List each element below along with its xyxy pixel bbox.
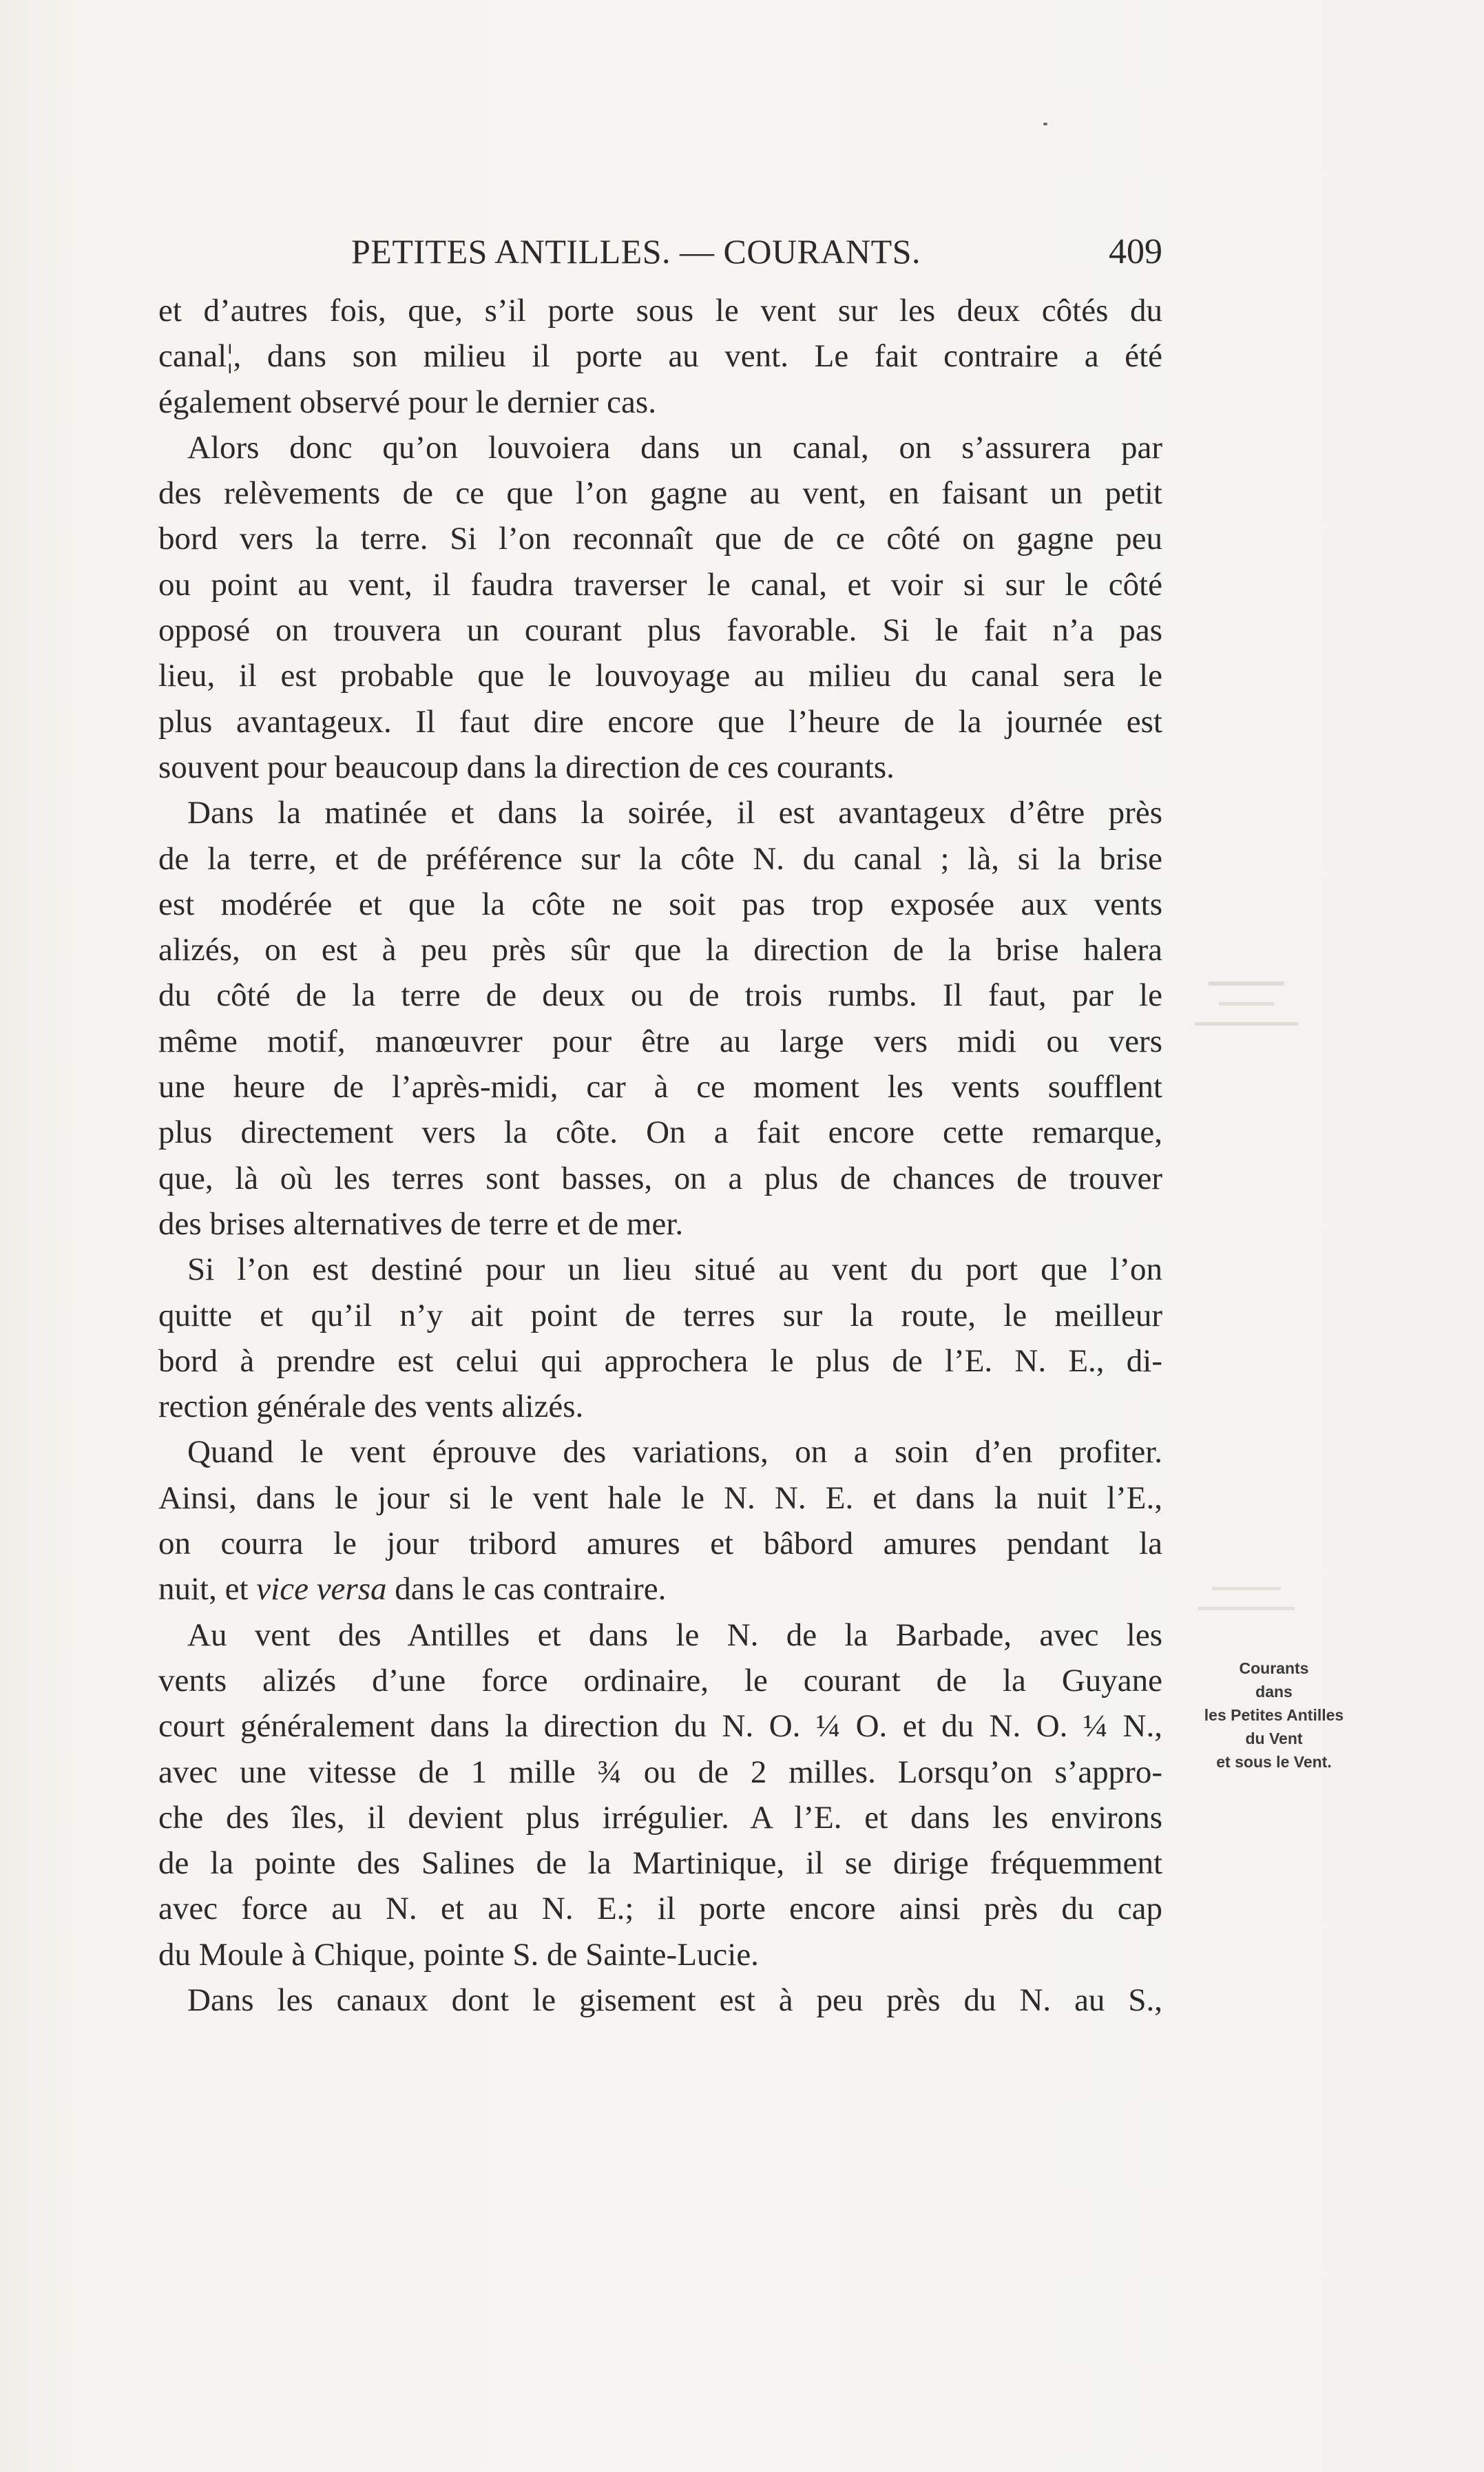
- text-line: une heure de l’après-midi, car à ce moment les vents soufflent: [158, 1069, 1162, 1105]
- margin-note: [1171, 1656, 1377, 1774]
- text-line: avec une vitesse de 1 mille ¾ ou de 2 milles. Lorsqu’on s’appro-: [158, 1754, 1162, 1790]
- text-line: Dans la matinée et dans la soirée, il est avantageux d’être près: [187, 795, 1162, 831]
- italic-phrase: vice versa: [256, 1571, 387, 1608]
- text-line: [158, 1566, 1162, 1612]
- text-line: même motif, manœuvrer pour être au large vers midi ou vers: [158, 1023, 1162, 1059]
- margin-note-line: du Vent: [1245, 1730, 1303, 1747]
- text-line: alizés, on est à peu près sûr que la direction de la brise halera: [158, 932, 1162, 968]
- text-line: rection générale des vents alizés.: [158, 1389, 584, 1425]
- text-line: que, là où les terres sont basses, on a plus de chances de trouver: [158, 1160, 1162, 1196]
- running-title: PETITES ANTILLES. — COURANTS.: [351, 232, 921, 271]
- text-line: canal¦, dans son milieu il porte au vent. Le fait contraire a été: [158, 338, 1162, 375]
- text-line: plus avantageux. Il faut dire encore que l’heure de la journée est: [158, 703, 1162, 740]
- text-line: Ainsi, dans le jour si le vent hale le N. N. E. et dans la nuit l’E.,: [158, 1479, 1162, 1516]
- text-line: et d’autres fois, que, s’il porte sous le vent sur les deux côtés du: [158, 293, 1162, 329]
- text-line: lieu, il est probable que le louvoyage au milieu du canal sera le: [158, 658, 1162, 694]
- text-line: ou point au vent, il faudra traverser le canal, et voir si sur le côté: [158, 566, 1162, 603]
- text-line: Au vent des Antilles et dans le N. de la Barbade, avec les: [187, 1617, 1162, 1653]
- text-line: court généralement dans la direction du N. O. ¼ O. et du N. O. ¼ N.,: [158, 1708, 1162, 1745]
- text-line: de la terre, et de préférence sur la côte N. du canal ; là, si la brise: [158, 840, 1162, 877]
- text-line-head: nuit, et: [158, 1571, 257, 1608]
- text-line: de la pointe des Salines de la Martinique, il se dirige fréquemment: [158, 1845, 1162, 1882]
- text-line-tail: dans le cas contraire.: [386, 1571, 667, 1608]
- text-line: Quand le vent éprouve des variations, on a soin d’en profiter.: [187, 1434, 1162, 1471]
- body-text: [158, 288, 1162, 2023]
- text-line: Si l’on est destiné pour un lieu situé au vent du port que l’on: [187, 1251, 1162, 1288]
- text-line: quitte et qu’il n’y ait point de terres sur la route, le meilleur: [158, 1297, 1162, 1333]
- text-line: bord à prendre est celui qui approchera le plus de l’E. N. E., di-: [158, 1342, 1162, 1379]
- margin-note-line: les Petites Antilles: [1204, 1706, 1344, 1724]
- text-line: vents alizés d’une force ordinaire, le courant de la Guyane: [158, 1662, 1162, 1699]
- margin-note-line: dans: [1255, 1683, 1293, 1701]
- margin-note-line: Courants: [1239, 1659, 1309, 1677]
- text-line: du côté de la terre de deux ou de trois rumbs. Il faut, par le: [158, 977, 1162, 1014]
- text-line: des relèvements de ce que l’on gagne au vent, en faisant un petit: [158, 475, 1162, 512]
- text-line: des brises alternatives de terre et de mer.: [158, 1205, 684, 1242]
- show-through-note-lower: [1181, 1570, 1312, 1632]
- text-line: du Moule à Chique, pointe S. de Sainte-Lucie.: [158, 1936, 759, 1973]
- text-line: souvent pour beaucoup dans la direction de ces courants.: [158, 749, 895, 785]
- running-head: [158, 219, 1162, 281]
- margin-note-line: et sous le Vent.: [1216, 1753, 1332, 1771]
- text-line: Alors donc qu’on louvoiera dans un canal, on s’assurera par: [187, 429, 1162, 466]
- text-line: est modérée et que la côte ne soit pas trop exposée aux vents: [158, 886, 1162, 922]
- text-line: bord vers la terre. Si l’on reconnaît que de ce côté on gagne peu: [158, 521, 1162, 557]
- show-through-note-upper: [1181, 961, 1312, 1043]
- text-line: opposé on trouvera un courant plus favorable. Si le fait n’a pas: [158, 612, 1162, 649]
- paper-speck: [1043, 123, 1047, 125]
- page-number: 409: [1109, 232, 1162, 271]
- text-line: on courra le jour tribord amures et bâbord amures pendant la: [158, 1526, 1162, 1562]
- text-line: également observé pour le dernier cas.: [158, 384, 656, 420]
- text-line: Dans les canaux dont le gisement est à peu près du N. au S.,: [187, 1982, 1162, 2018]
- text-line: che des îles, il devient plus irrégulier. A l’E. et dans les environs: [158, 1799, 1162, 1836]
- text-line: plus directement vers la côte. On a fait encore cette remarque,: [158, 1114, 1162, 1151]
- text-line: avec force au N. et au N. E.; il porte encore ainsi près du cap: [158, 1891, 1162, 1927]
